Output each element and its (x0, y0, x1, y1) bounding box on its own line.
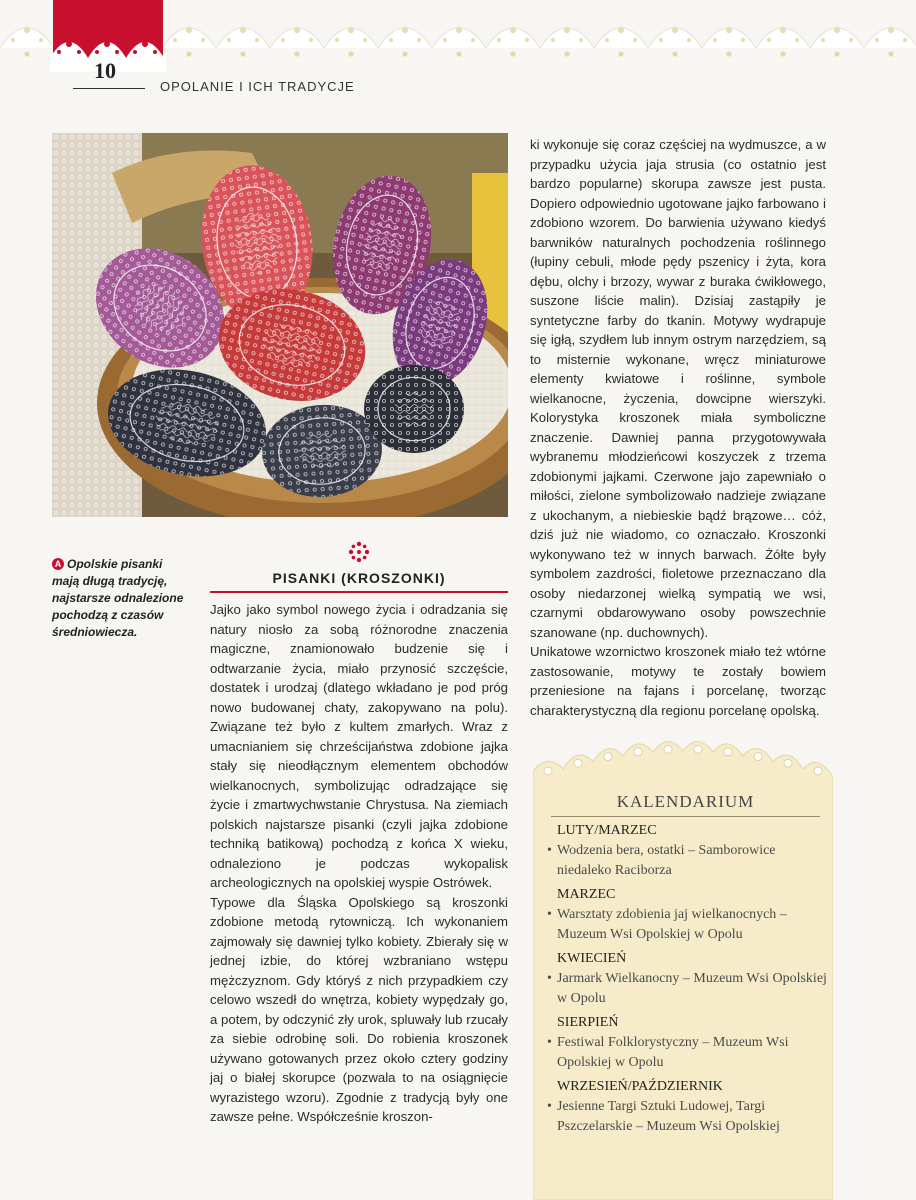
article-paragraph: ki wykonuje się coraz częściej na wydmuszce, a w przypadku użycia jaja strusia (co ostatnio jest bardzo popularne) skorupa zawsze jest pusta. Dopiero odpowiednio ugotowane jajko farbowano i zdobiono wzorem. Do barwienia używano kiedyś barwników naturalnych pochodzenia roślinnego (łupiny cebuli, młode pędy pszenicy i żyta, kora dębu, olchy i brzozy, wywar z buraka ćwikłowego, suszone liście malin). Dzisiaj zastąpiły je syntetyczne farby do tkanin. Motywy wydrapuje się igłą, szydłem lub innym ostrym narzędziem, są to misternie wykonane, wręcz miniaturowe elementy kwiatowe i roślinne, symbole wielkanocne, życzenia, dowcipne wierszyki. Kolorystyka kroszonek miała symboliczne znaczenie. Dawniej panna przygotowywała wybranemu młodzieńcowi koszyczek z trzema zdobionymi jajkami. Czerwone jajo zapewniało o miłości, zielone symbolizowało nadzieje związane z ukochanym, a niebieskie bądź brązowe… cóż, dziś już nie wiadomo, co oznaczało. Kroszonki wykonywano też w innych barwach. Żółte były symbolem zazdrości, fioletowe przeznaczano dla osoby niedarzonej wielką sympatią we wsi, czarnymi obdarowywano osoby powszechnie szanowane (np. duchownych). (530, 137, 826, 640)
caption-marker-icon: A (52, 558, 64, 570)
bullet-icon: • (547, 1035, 552, 1050)
article-column-right (530, 135, 826, 720)
article-paragraph: Unikatowe wzornictwo kroszonek miało też wtórne zastosowanie, motywy te zostały bowiem przeniesione na fajans i porcelanę, tworząc charakterystyczną dla regionu porcelanę opolską. (530, 644, 826, 718)
calendar-month: LUTY/MARZEC (557, 823, 657, 838)
calendar-group (543, 951, 828, 1009)
article-paragraph: Jajko jako symbol nowego życia i odradzania się natury niosło za sobą różnorodne znaczenia magiczne, znamionowało budzenie się i odtwarzanie życia, miało przynosić szczęście, dostatek i urodzaj (dlatego wkładano je pod próg nowo budowanej chaty, zakopywano na polu). Związane też było z kultem zmarłych. Wraz z umacnianiem się chrześcijaństwa zdobione jajka stały się nieodłącznym elementem obchodów wielkanocnych, symbolizując odradzające się życie i zmartwychwstanie Chrystusa. Na ziemiach polskich najstarsze pisanki (czyli jajka zdobione techniką batikową) pochodzą z końca X wieku, odnaleziono je podczas wykopalisk archeologicznych na opolskiej wyspie Ostrówek. (210, 602, 508, 890)
calendar-month: WRZESIEŃ/PAŹDZIERNIK (557, 1079, 723, 1094)
header-rule (73, 88, 145, 89)
bullet-icon: • (547, 907, 552, 922)
calendar-group (543, 887, 828, 945)
calendar-title: KALENDARIUM (616, 792, 755, 811)
article-column-left (210, 600, 508, 1127)
bullet-icon: • (547, 971, 552, 986)
calendar-group (543, 1079, 828, 1137)
easter-eggs-basket-photo (52, 133, 508, 517)
article-title: PISANKI (KROSZONKI) (272, 570, 446, 586)
running-header: OPOLANIE I ICH TRADYCJE (160, 79, 355, 94)
article-paragraph: Typowe dla Śląska Opolskiego są kroszonki zdobione metodą rytowniczą. Ich wykonaniem zajmowały się dawniej tylko kobiety. Zbierały się w jednej izbie, do której wzbraniano wstępu mężczyznom. Gdy któryś z nich przypadkiem czy celowo wszedł do wnętrza, kobiety wypędzały go, a potem, by odczynić zły urok, spluwały lub rzucały za siebie odrobinę soli. Do robienia kroszonek używano gotowanych przez około cztery godziny jaj o białej skorupce (pozwala to na osiągnięcie wyrazistego wzoru). Zgodnie z tradycją były one zawsze pełne. Współcześnie kroszon- (210, 894, 508, 1124)
calendar-event: • Jesienne Targi Sztuki Ludowej, Targi Pszczelarskie – Muzeum Wsi Opolskiej (547, 1099, 780, 1134)
calendar-group (543, 823, 828, 881)
caption-text: Opolskie pisanki mają długą tradycję, najstarsze odnalezione pochodzą z czasów średniowiecza. (52, 557, 184, 639)
calendar-month: KWIECIEŃ (557, 951, 627, 966)
calendar-rule (551, 816, 820, 817)
calendar-event: • Festiwal Folklorystyczny – Muzeum Wsi Opolskiej w Opolu (547, 1035, 789, 1070)
calendar-month: MARZEC (557, 887, 616, 902)
photo-caption (52, 556, 192, 641)
calendar-month: SIERPIEŃ (557, 1015, 619, 1030)
calendar-event: • Jarmark Wielkanocny – Muzeum Wsi Opolskiej w Opolu (547, 971, 827, 1006)
calendar-event: • Warsztaty zdobienia jaj wielkanocnych – Muzeum Wsi Opolskiej w Opolu (547, 907, 787, 942)
calendar-box (543, 792, 828, 1137)
bullet-icon: • (547, 843, 552, 858)
article-title-rule (210, 591, 508, 593)
page-number: 10 (94, 58, 116, 83)
folk-flower-ornament-icon (345, 539, 373, 565)
calendar-event: • Wodzenia bera, ostatki – Samborowice niedaleko Raciborza (547, 843, 776, 878)
bullet-icon: • (547, 1099, 552, 1114)
calendar-group (543, 1015, 828, 1073)
